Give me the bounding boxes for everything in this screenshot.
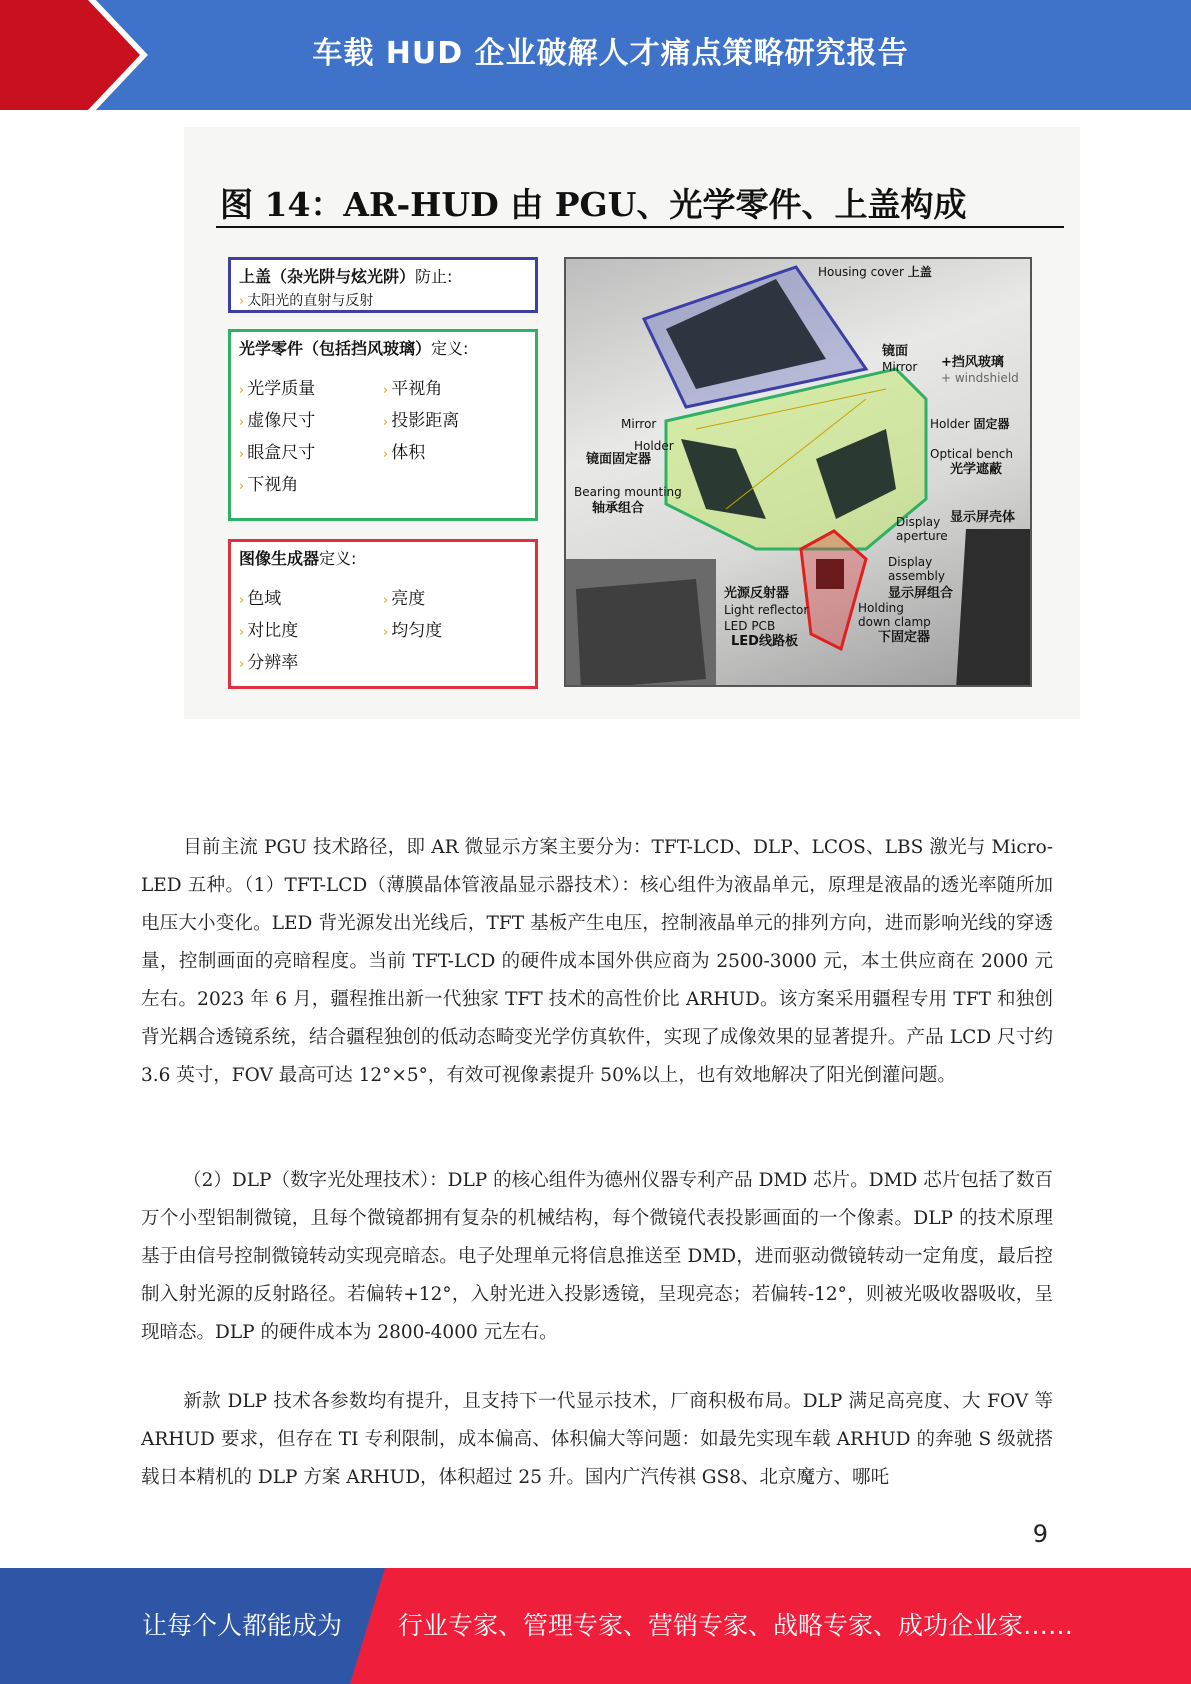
label-mirror: Mirror: [882, 360, 918, 374]
pgu-box-heading: [239, 546, 356, 569]
label-display-assembly-cn: 显示屏组合: [888, 586, 954, 601]
label-mirror-cn: 镜面: [882, 344, 909, 359]
pgu-item: › 亮度: [383, 589, 426, 609]
figure-title: 图 14：AR-HUD 由 PGU、光学零件、上盖构成: [220, 185, 967, 224]
label-housing-cover: Housing cover 上盖: [818, 265, 932, 279]
label-holder-right: Holder 固定器: [930, 417, 1010, 431]
label-led-pcb: LED PCB: [724, 619, 776, 633]
label-bearing: Bearing mounting: [574, 485, 682, 499]
cover-box-item: › 太阳光的直射与反射: [239, 293, 374, 309]
optics-box-heading-rest: 定义:: [431, 339, 469, 358]
pgu-item: › 分辨率: [239, 653, 299, 673]
chevron-right-icon: ›: [239, 294, 245, 309]
label-display-aperture-cn: 显示屏壳体: [950, 510, 1016, 525]
chevron-right-icon: ›: [239, 415, 245, 430]
optics-item: › 体积: [383, 443, 426, 463]
label-mirror-holder-cn: 镜面固定器: [586, 452, 652, 467]
pgu-box-heading-bold: 图像生成器: [239, 549, 320, 568]
body-paragraph-3: 新款 DLP 技术各参数均有提升，且支持下一代显示技术，厂商积极布局。DLP 满足高亮度、大 FOV 等 ARHUD 要求，但存在 TI 专利限制，成本偏高、体积偏大等问题：如最先实现车载 ARHUD 的奔驰 S 级就搭载日本精机的 DLP 方案 ARHUD，体积超过 25 升。国内广汽传祺 GS8、北京魔方、哪吒: [141, 1391, 1053, 1488]
label-light-reflector: Light reflector: [724, 603, 809, 617]
chevron-right-icon: ›: [383, 593, 389, 608]
optics-item: › 下视角: [239, 475, 299, 495]
page-number: 9: [1032, 1520, 1048, 1548]
ar-hud-exploded-photo: [564, 257, 1032, 687]
label-holding-clamp: Holding down clamp: [858, 601, 931, 629]
chevron-right-icon: ›: [239, 625, 245, 640]
footer-slogan-left: 让每个人都能成为: [142, 1611, 343, 1640]
optics-box-heading-bold: 光学零件（包括挡风玻璃）: [239, 339, 432, 358]
chevron-right-icon: ›: [383, 625, 389, 640]
optics-item: › 投影距离: [383, 411, 460, 431]
pgu-box-heading-rest: 定义:: [319, 549, 357, 568]
optics-item: › 平视角: [383, 379, 443, 399]
label-windshield-cn: +挡风玻璃: [941, 355, 1004, 370]
label-holding-clamp-cn: 下固定器: [878, 630, 931, 645]
chevron-right-icon: ›: [239, 383, 245, 398]
label-light-reflector-cn: 光源反射器: [724, 586, 790, 601]
chevron-right-icon: ›: [239, 657, 245, 672]
footer-slogan-right: 行业专家、管理专家、营销专家、战略专家、成功企业家……: [398, 1611, 1074, 1640]
optics-definition-box: [228, 329, 538, 521]
chevron-right-icon: ›: [239, 479, 245, 494]
label-optical-bench: Optical bench: [930, 447, 1014, 461]
label-led-pcb-cn: LED线路板: [731, 634, 798, 649]
header-title: 车载 HUD 企业破解人才痛点策略研究报告: [312, 36, 909, 71]
chevron-right-icon: ›: [239, 447, 245, 462]
body-paragraph-1: 目前主流 PGU 技术路径，即 AR 微显示方案主要分为：TFT-LCD、DLP、LCOS、LBS 激光与 Micro-LED 五种。（1）TFT-LCD（薄膜晶体管液晶显示器技术）：核心组件为液晶单元，原理是液晶的透光率随所加电压大小变化。LED 背光源发出光线后，TFT 基板产生电压，控制液晶单元的排列方向，进而影响光线的穿透量，控制画面的亮暗程度。当前 TFT-LCD 的硬件成本国外供应商为 2500-3000 元，本土供应商在 2000 元左右。2023 年 6 月，疆程推出新一代独家 TFT 技术的高性价比 ARHUD。该方案采用疆程专用 TFT 和独创背光耦合透镜系统，结合疆程独创的低动态畸变光学仿真软件，实现了成像效果的显著提升。产品 LCD 尺寸约 3.6 英寸，FOV 最高可达 12°×5°，有效可视像素提升 50%以上，也有效地解决了阳光倒灌问题。: [141, 837, 1053, 1086]
label-holder: Holder: [634, 439, 674, 453]
pgu-item: › 色域: [239, 589, 282, 609]
label-display-aperture: Display aperture: [896, 515, 948, 543]
cover-box-heading: [239, 264, 452, 287]
chevron-right-icon: ›: [383, 447, 389, 462]
optics-item: › 虚像尺寸: [239, 411, 316, 431]
figure-title-rule: [216, 226, 1064, 228]
cover-box-heading-bold: 上盖（杂光阱与炫光阱）: [239, 267, 416, 286]
chevron-right-icon: ›: [383, 415, 389, 430]
cover-box-heading-rest: 防止:: [415, 267, 453, 286]
label-windshield: + windshield: [941, 371, 1019, 385]
label-optical-bench-cn: 光学遮蔽: [950, 462, 1003, 477]
pgu-definition-box: [228, 539, 538, 689]
optics-item: › 眼盒尺寸: [239, 443, 316, 463]
label-mirror-left: Mirror: [621, 417, 657, 431]
chevron-right-icon: ›: [383, 383, 389, 398]
label-display-assembly: Display assembly: [888, 555, 945, 583]
label-bearing-cn: 轴承组合: [592, 501, 645, 516]
optics-box-heading: [239, 336, 468, 359]
figure-14: [184, 127, 1080, 719]
page-header: [0, 0, 1191, 110]
pgu-item: › 对比度: [239, 621, 299, 641]
page-footer: [0, 1568, 1191, 1684]
optics-item: › 光学质量: [239, 379, 316, 399]
body-paragraph-2: （2）DLP（数字光处理技术）：DLP 的核心组件为德州仪器专利产品 DMD 芯片。DMD 芯片包括了数百万个小型铝制微镜，且每个微镜都拥有复杂的机械结构，每个微镜代表投影画面的一个像素。DLP 的技术原理基于由信号控制微镜转动实现亮暗态。电子处理单元将信息推送至 DMD，进而驱动微镜转动一定角度，最后控制入射光源的反射路径。若偏转+12°，入射光进入投影透镜，呈现亮态；若偏转-12°，则被光吸收器吸收，呈现暗态。DLP 的硬件成本为 2800-4000 元左右。: [141, 1170, 1053, 1343]
pgu-item: › 均匀度: [383, 621, 443, 641]
chevron-right-icon: ›: [239, 593, 245, 608]
cover-definition-box: [228, 257, 538, 313]
